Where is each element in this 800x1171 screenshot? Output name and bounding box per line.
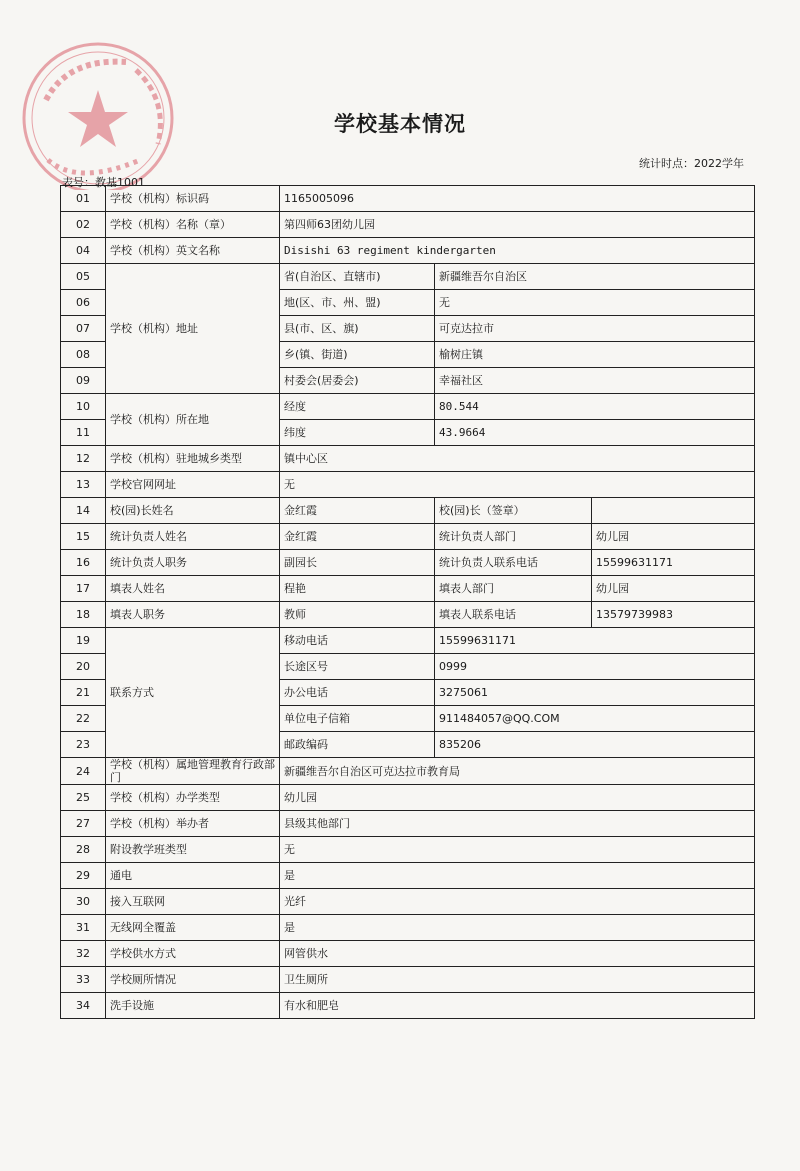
- statistics-time: 统计时点：2022学年: [639, 157, 744, 170]
- table-row: [61, 524, 755, 550]
- table-row: [61, 550, 755, 576]
- field-value: 80.544: [435, 394, 755, 420]
- row-number: 01: [61, 186, 106, 212]
- form-number: 表号：教基1001: [62, 176, 145, 189]
- field-value: 0999: [435, 654, 755, 680]
- field-label-2: 校(园)长（签章）: [435, 498, 592, 524]
- sub-label: 县(市、区、旗): [280, 316, 435, 342]
- field-label: 附设教学班类型: [106, 837, 280, 863]
- field-value: 金红霞: [280, 524, 435, 550]
- table-row: [61, 186, 755, 212]
- sub-label: 邮政编码: [280, 732, 435, 758]
- field-value: 3275061: [435, 680, 755, 706]
- field-value: 程艳: [280, 576, 435, 602]
- field-value: 第四师63团幼儿园: [280, 212, 755, 238]
- row-number: 32: [61, 941, 106, 967]
- sub-label: 地(区、市、州、盟): [280, 290, 435, 316]
- table-row: [61, 212, 755, 238]
- field-value: 1165005096: [280, 186, 755, 212]
- field-label-2: 填表人联系电话: [435, 602, 592, 628]
- signature-cell: [592, 498, 755, 524]
- sub-label: 乡(镇、街道): [280, 342, 435, 368]
- sub-label: 省(自治区、直辖市): [280, 264, 435, 290]
- field-value: 网管供水: [280, 941, 755, 967]
- field-value: 县级其他部门: [280, 811, 755, 837]
- table-row: [61, 837, 755, 863]
- sub-label: 长途区号: [280, 654, 435, 680]
- row-number: 27: [61, 811, 106, 837]
- field-label: 校(园)长姓名: [106, 498, 280, 524]
- row-number: 21: [61, 680, 106, 706]
- field-label: 填表人姓名: [106, 576, 280, 602]
- field-value: 卫生厕所: [280, 967, 755, 993]
- table-row: [61, 576, 755, 602]
- field-label: 学校（机构）办学类型: [106, 785, 280, 811]
- group-label-contact: 联系方式: [106, 628, 280, 758]
- sub-label: 村委会(居委会): [280, 368, 435, 394]
- sub-label: 经度: [280, 394, 435, 420]
- field-label: 洗手设施: [106, 993, 280, 1019]
- row-number: 11: [61, 420, 106, 446]
- field-label: 学校（机构）属地管理教育行政部门: [106, 758, 280, 785]
- field-label: 学校官网网址: [106, 472, 280, 498]
- field-value: 可克达拉市: [435, 316, 755, 342]
- sub-label: 单位电子信箱: [280, 706, 435, 732]
- row-number: 12: [61, 446, 106, 472]
- row-number: 07: [61, 316, 106, 342]
- row-number: 17: [61, 576, 106, 602]
- field-value-2: 幼儿园: [592, 576, 755, 602]
- field-label: 学校（机构）标识码: [106, 186, 280, 212]
- row-number: 30: [61, 889, 106, 915]
- row-number: 31: [61, 915, 106, 941]
- row-number: 04: [61, 238, 106, 264]
- table-row: [61, 811, 755, 837]
- row-number: 20: [61, 654, 106, 680]
- field-label: 接入互联网: [106, 889, 280, 915]
- table-row: [61, 993, 755, 1019]
- field-label: 无线网全覆盖: [106, 915, 280, 941]
- sub-label: 纬度: [280, 420, 435, 446]
- field-value: 新疆维吾尔自治区: [435, 264, 755, 290]
- field-label: 学校（机构）名称（章）: [106, 212, 280, 238]
- field-label: 统计负责人职务: [106, 550, 280, 576]
- field-label: 统计负责人姓名: [106, 524, 280, 550]
- field-value: 金红霞: [280, 498, 435, 524]
- field-value: 幸福社区: [435, 368, 755, 394]
- table-row: [61, 967, 755, 993]
- field-value: 是: [280, 863, 755, 889]
- field-value: 是: [280, 915, 755, 941]
- row-number: 24: [61, 758, 106, 785]
- table-row: [61, 863, 755, 889]
- table-row: [61, 915, 755, 941]
- table-row: [61, 264, 755, 290]
- field-label: 学校供水方式: [106, 941, 280, 967]
- group-label-address: 学校（机构）地址: [106, 264, 280, 394]
- field-value-2: 13579739983: [592, 602, 755, 628]
- field-label: 填表人职务: [106, 602, 280, 628]
- row-number: 22: [61, 706, 106, 732]
- field-value: 教师: [280, 602, 435, 628]
- field-value: 15599631171: [435, 628, 755, 654]
- row-number: 33: [61, 967, 106, 993]
- field-value: 无: [280, 837, 755, 863]
- row-number: 28: [61, 837, 106, 863]
- row-number: 05: [61, 264, 106, 290]
- field-value: 有水和肥皂: [280, 993, 755, 1019]
- table-row: [61, 941, 755, 967]
- row-number: 25: [61, 785, 106, 811]
- page-title: 学校基本情况: [334, 112, 466, 136]
- field-value: 无: [280, 472, 755, 498]
- field-value: 43.9664: [435, 420, 755, 446]
- row-number: 10: [61, 394, 106, 420]
- field-value: 幼儿园: [280, 785, 755, 811]
- row-number: 18: [61, 602, 106, 628]
- school-basic-info-table: [60, 185, 755, 1019]
- row-number: 15: [61, 524, 106, 550]
- field-value: Disishi 63 regiment kindergarten: [280, 238, 755, 264]
- sub-label: 办公电话: [280, 680, 435, 706]
- row-number: 13: [61, 472, 106, 498]
- field-value-2: 15599631171: [592, 550, 755, 576]
- field-value-2: 幼儿园: [592, 524, 755, 550]
- row-number: 02: [61, 212, 106, 238]
- group-label-location: 学校（机构）所在地: [106, 394, 280, 446]
- table-row: [61, 602, 755, 628]
- table-row: [61, 394, 755, 420]
- sub-label: 移动电话: [280, 628, 435, 654]
- row-number: 06: [61, 290, 106, 316]
- field-value: 镇中心区: [280, 446, 755, 472]
- row-number: 23: [61, 732, 106, 758]
- field-label-2: 填表人部门: [435, 576, 592, 602]
- field-value: 光纤: [280, 889, 755, 915]
- table-row: [61, 758, 755, 785]
- field-value: 无: [435, 290, 755, 316]
- field-label: 学校（机构）驻地城乡类型: [106, 446, 280, 472]
- row-number: 09: [61, 368, 106, 394]
- field-value: 新疆维吾尔自治区可克达拉市教育局: [280, 758, 755, 785]
- field-value: 榆树庄镇: [435, 342, 755, 368]
- field-value: 835206: [435, 732, 755, 758]
- table-row: [61, 785, 755, 811]
- table-row: [61, 446, 755, 472]
- row-number: 16: [61, 550, 106, 576]
- field-value: 副园长: [280, 550, 435, 576]
- field-value: 911484057@QQ.COM: [435, 706, 755, 732]
- table-row: [61, 889, 755, 915]
- field-label: 学校厕所情况: [106, 967, 280, 993]
- field-label-2: 统计负责人部门: [435, 524, 592, 550]
- table-row: [61, 628, 755, 654]
- row-number: 19: [61, 628, 106, 654]
- field-label: 通电: [106, 863, 280, 889]
- field-label: 学校（机构）举办者: [106, 811, 280, 837]
- table-row: [61, 472, 755, 498]
- table-row: [61, 238, 755, 264]
- field-label: 学校（机构）英文名称: [106, 238, 280, 264]
- field-label-2: 统计负责人联系电话: [435, 550, 592, 576]
- table-row: [61, 498, 755, 524]
- row-number: 34: [61, 993, 106, 1019]
- row-number: 29: [61, 863, 106, 889]
- row-number: 14: [61, 498, 106, 524]
- row-number: 08: [61, 342, 106, 368]
